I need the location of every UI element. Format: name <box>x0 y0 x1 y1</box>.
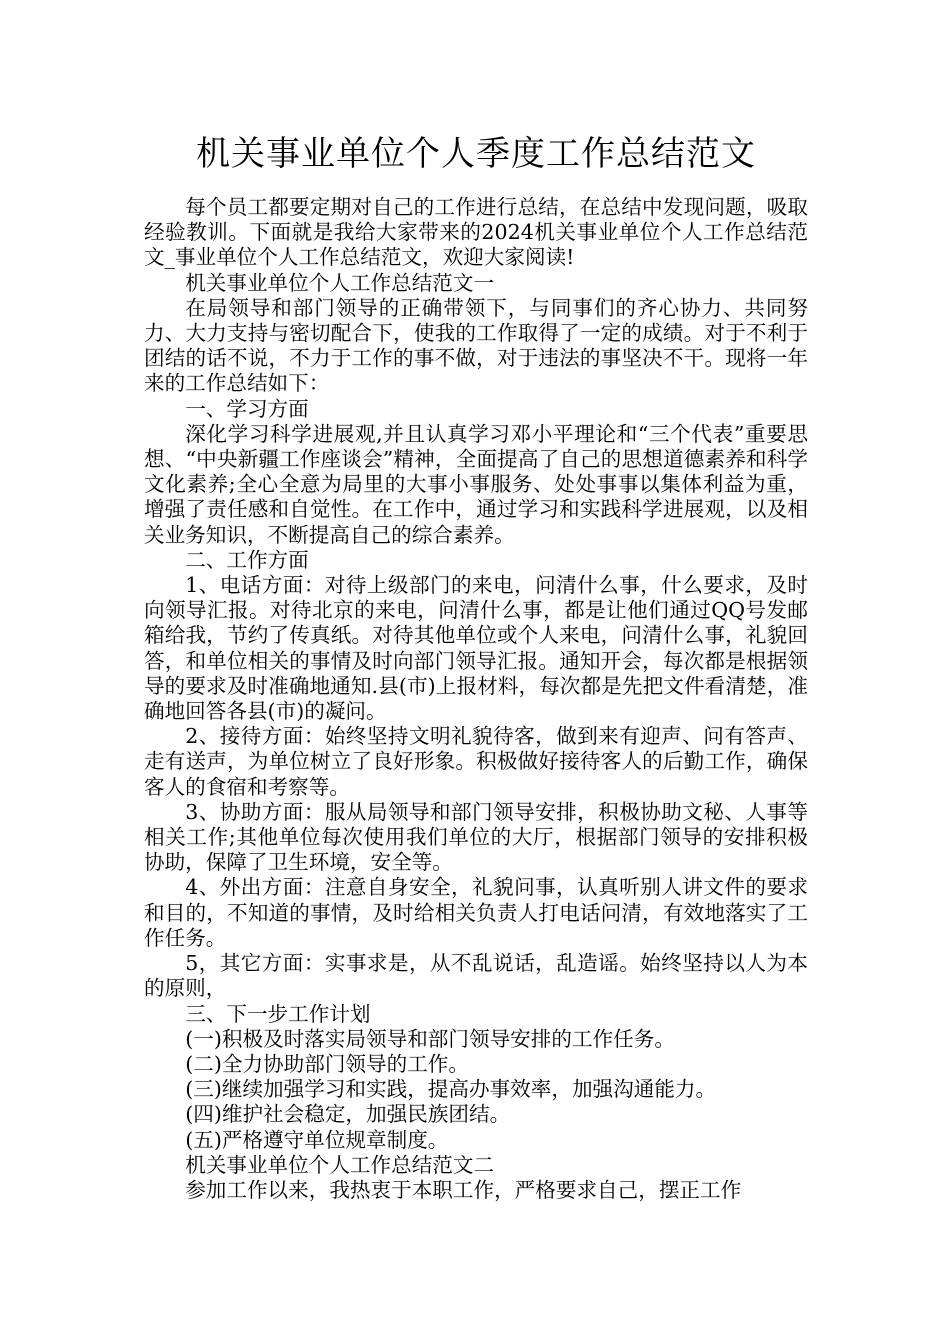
section-heading-sample-two: 机关事业单位个人工作总结范文二 <box>185 1152 495 1177</box>
section-heading-sample-one: 机关事业单位个人工作总结范文一 <box>185 270 495 295</box>
body-paragraph: 在局领导和部门领导的正确带领下，与同事们的齐心协力、共同努力、大力支持与密切配合下，使我的工作取得了一定的成绩。对于不利于团结的话不说，不力于工作的事不做，对于违法的事坚决不干。现将一年来的工作总结如下： <box>144 295 808 396</box>
body-paragraph: 2、接待方面：始终坚持文明礼貌待客，做到来有迎声、问有答声、走有送声，为单位树立了良好形象。积极做好接待客人的后勤工作，确保客人的食宿和考察等。 <box>144 724 808 799</box>
document-body <box>144 195 808 1203</box>
plan-item: (二)全力协助部门领导的工作。 <box>185 1051 469 1076</box>
plan-item: (一)积极及时落实局领导和部门领导安排的工作任务。 <box>185 1026 675 1051</box>
plan-item: (四)维护社会稳定，加强民族团结。 <box>185 1102 511 1127</box>
plan-item: (五)严格遵守单位规章制度。 <box>185 1127 449 1152</box>
body-paragraph: 5，其它方面：实事求是，从不乱说话，乱造谣。始终坚持以人为本的原则， <box>144 951 808 1001</box>
document-title: 机关事业单位个人季度工作总结范文 <box>196 134 756 174</box>
plan-item: (三)继续加强学习和实践，提高办事效率，加强沟通能力。 <box>185 1077 717 1102</box>
body-paragraph: 3、协助方面：服从局领导和部门领导安排，积极协助文秘、人事等相关工作;其他单位每次使用我们单位的大厅，根据部门领导的安排积极协助，保障了卫生环境，安全等。 <box>144 799 808 875</box>
body-paragraph: 深化学习科学进展观,并且认真学习邓小平理论和“三个代表”重要思想、“中央新疆工作座谈会”精神，全面提高了自己的思想道德素养和科学文化素养;全心全意为局里的大事小事服务、处处事事以集体利益为重，增强了责任感和自觉性。在工作中，通过学习和实践科学进展观，以及相关业务知识，不断提高自己的综合素养。 <box>144 421 808 547</box>
section-heading-study: 一、学习方面 <box>185 396 309 421</box>
intro-paragraph: 每个员工都要定期对自己的工作进行总结，在总结中发现问题，吸取经验教训。下面就是我给大家带来的2024机关事业单位个人工作总结范文_事业单位个人工作总结范文，欢迎大家阅读! <box>144 195 808 270</box>
section-heading-next-plan: 三、下一步工作计划 <box>185 1001 371 1026</box>
document-page <box>144 0 808 1203</box>
body-paragraph: 4、外出方面：注意自身安全，礼貌问事，认真听别人讲文件的要求和目的，不知道的事情，及时给相关负责人打电话问清，有效地落实了工作任务。 <box>144 875 808 950</box>
body-paragraph: 参加工作以来，我热衷于本职工作，严格要求自己，摆正工作 <box>185 1177 742 1202</box>
body-paragraph: 1、电话方面：对待上级部门的来电，问清什么事，什么要求，及时向领导汇报。对待北京的来电，问清什么事，都是让他们通过QQ号发邮箱给我，节约了传真纸。对待其他单位或个人来电，问清什么事，礼貌回答，和单位相关的事情及时向部门领导汇报。通知开会，每次都是根据领导的要求及时准确地通知.县(市)上报材料，每次都是先把文件看清楚，准确地回答各县(市)的凝问。 <box>144 573 808 724</box>
section-heading-work: 二、工作方面 <box>185 547 309 572</box>
